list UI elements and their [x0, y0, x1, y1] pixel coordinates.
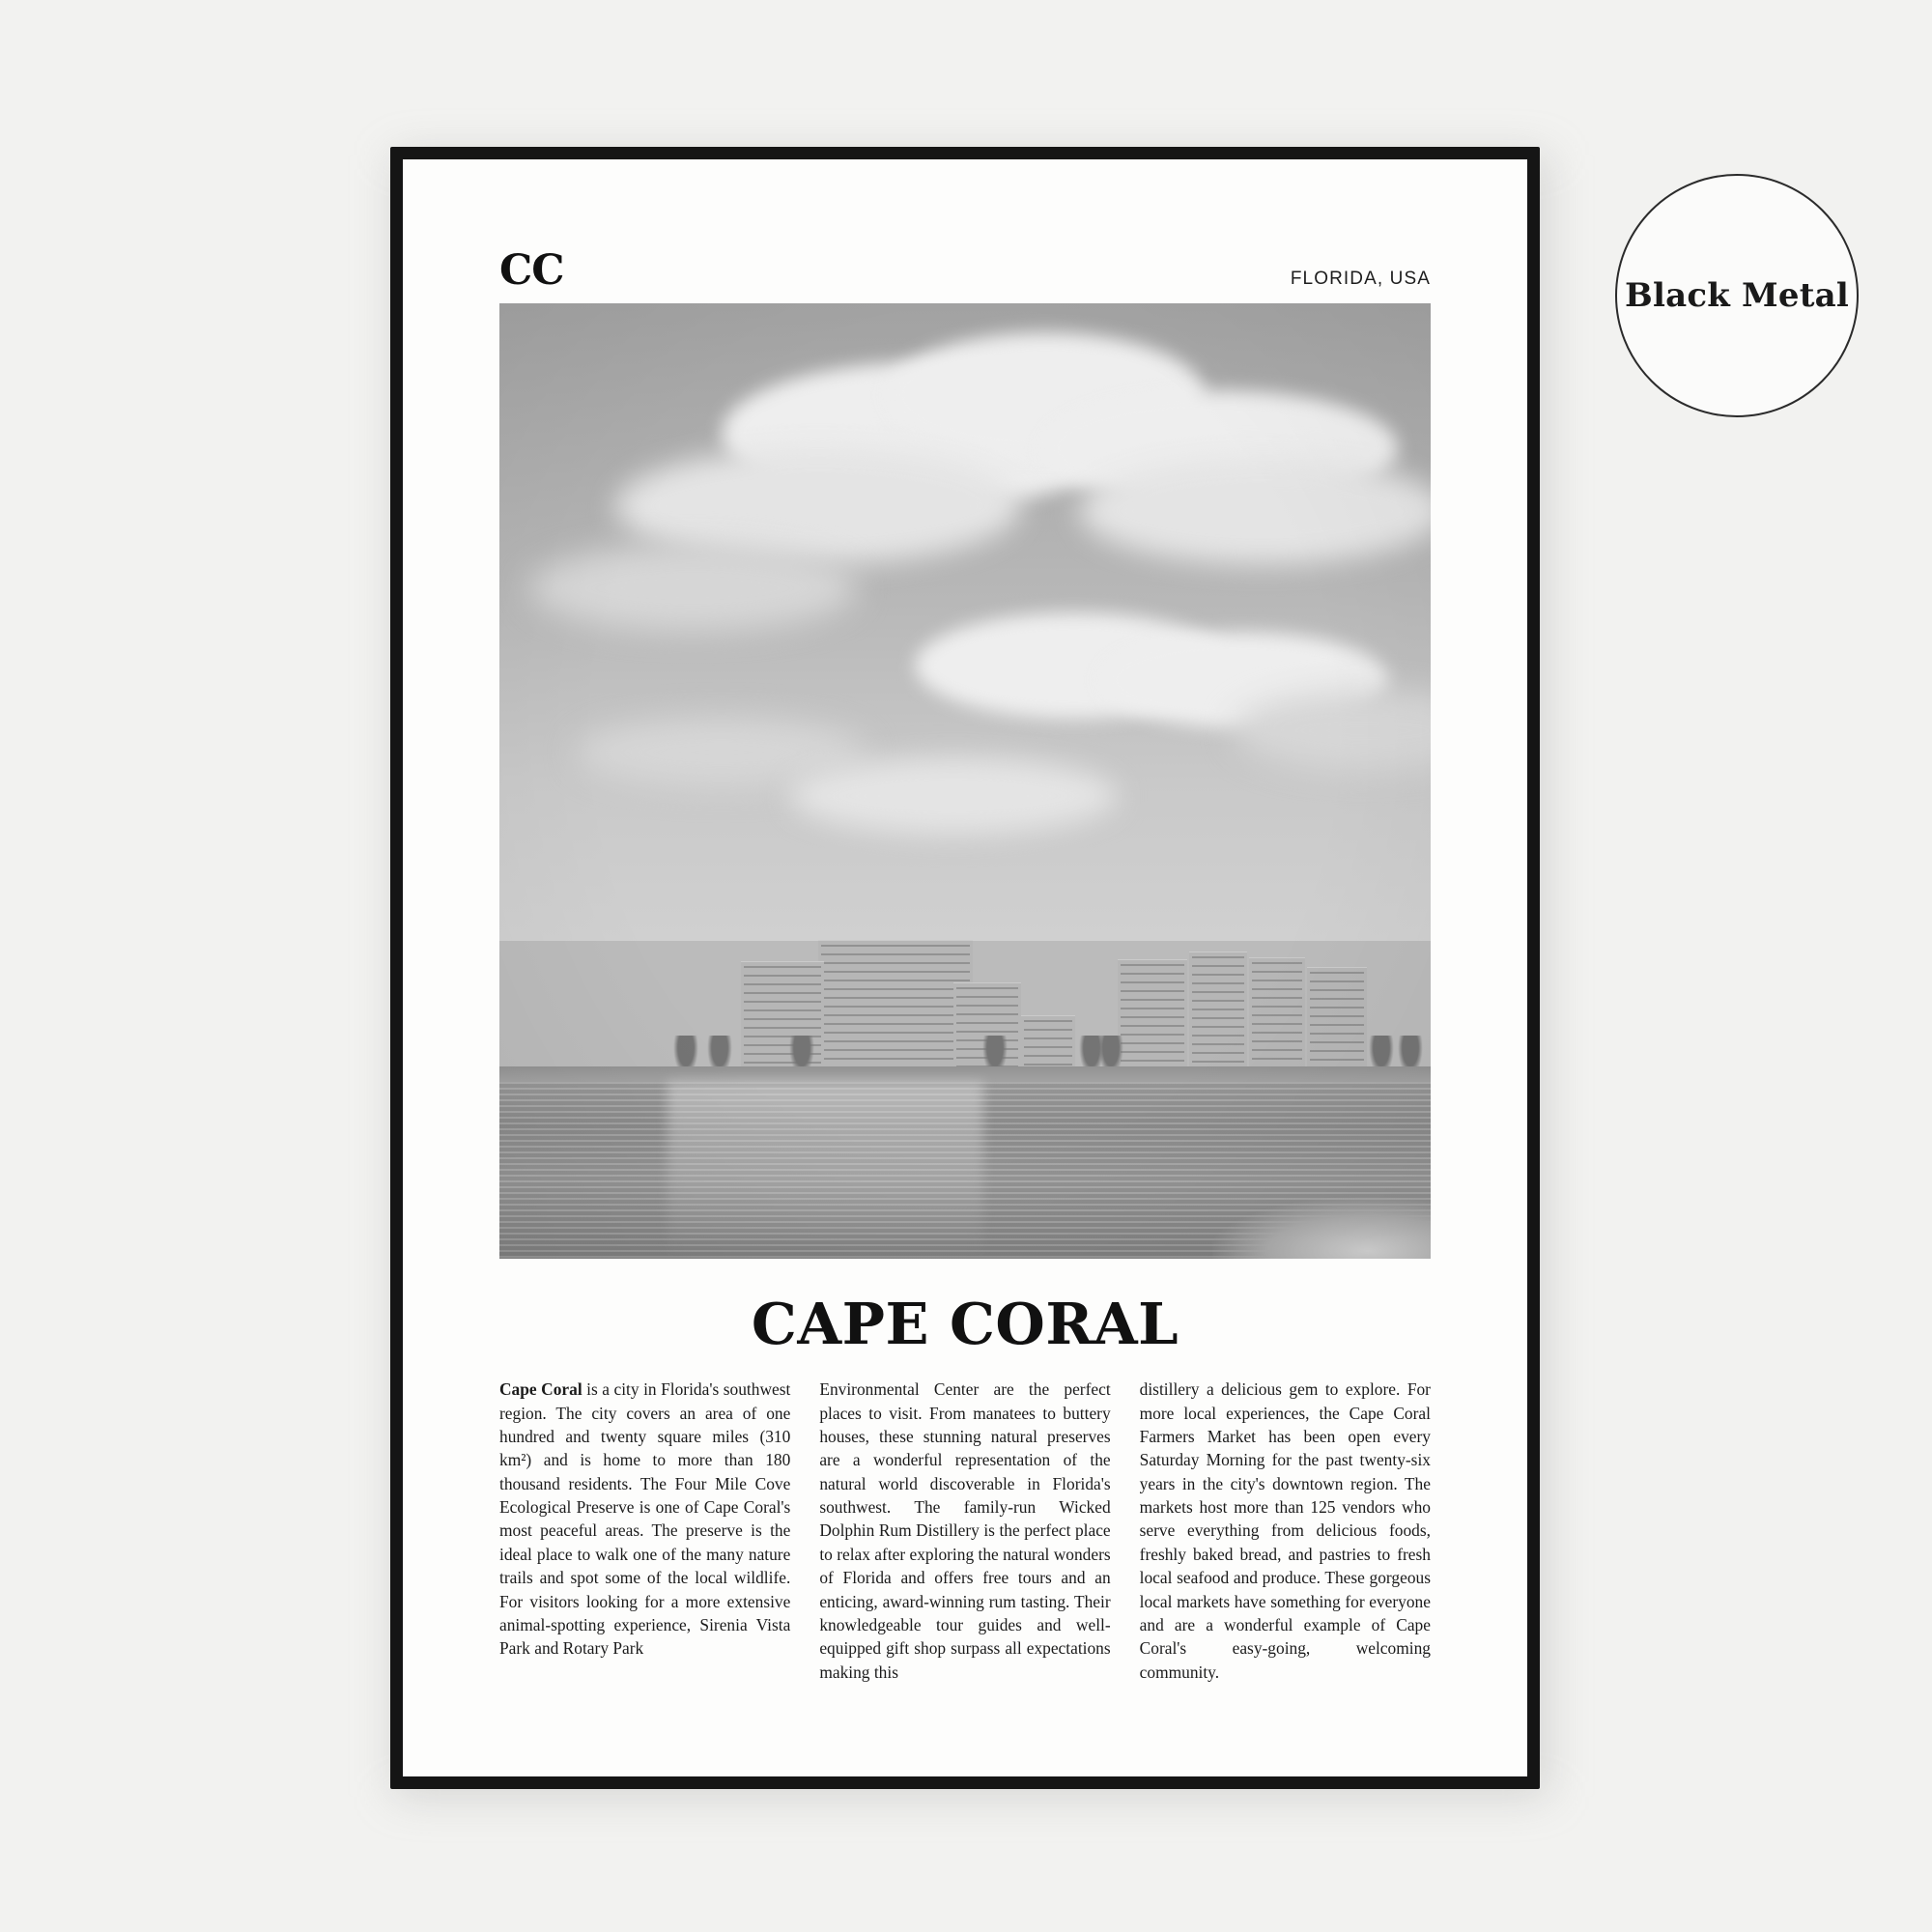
poster-header	[499, 246, 1431, 295]
body-column-1	[499, 1378, 790, 1684]
body-column-2	[819, 1378, 1110, 1684]
rock-shape	[1212, 1197, 1431, 1259]
poster-monogram: CC	[499, 246, 564, 295]
poster-mat	[403, 159, 1527, 1776]
picture-frame	[390, 147, 1540, 1789]
body-text: distillery a delicious gem to explore. For more local experiences, the Cape Coral Farmers Market has been open every Saturday Morning for the past twenty-six years in the city's downtown region. The markets host more than 125 vendors who serve everything from delicious foods, freshly baked bread, and pastries to fresh local seafood and produce. These gorgeous local markets have something for everyone and are a wonderful example of Cape Coral's easy-going, welcoming community.	[1139, 1379, 1431, 1682]
body-lead-in: Cape Coral	[499, 1379, 582, 1400]
skyline-group	[499, 883, 1431, 1076]
poster-photo	[499, 303, 1431, 1259]
black-metal-badge	[1615, 174, 1859, 417]
cloud-shape	[1079, 458, 1431, 564]
poster-region-label: FLORIDA, USA	[1290, 269, 1431, 289]
badge-label: Black Metal	[1625, 276, 1849, 315]
building-shape	[1118, 959, 1187, 1076]
building-shape	[1189, 952, 1247, 1076]
frame-inner	[403, 159, 1527, 1776]
body-text: is a city in Florida's southwest region. The city covers an area of one hundred and twenty square miles (310 km²) and is home to more than 180 thousand residents. The Four Mile Cove Ecological Preserve is one of Cape Coral's most peaceful areas. The preserve is the ideal place to walk one of the many nature trails and spot some of the local wildlife. For visitors looking for a more extensive animal-spotting experience, Sirenia Vista Park and Rotary Park	[499, 1379, 791, 1659]
building-shape	[1249, 957, 1305, 1076]
page-title: CAPE CORAL	[751, 1291, 1179, 1358]
body-text: Environmental Center are the perfect places to visit. From manatees to buttery houses, these stunning natural preserves are a wonderful representation of the natural world discoverable in Florida's southwest. The family-run Wicked Dolphin Rum Distillery is the perfect place to relax after exploring the natural wonders of Florida and offers free tours and an enticing, award-winning rum tasting. Their knowledgeable tour guides and well-equipped gift shop surpass all expectations making this	[819, 1379, 1111, 1682]
building-shape	[818, 940, 973, 1076]
poster-body-columns	[499, 1378, 1431, 1684]
cloud-shape	[528, 545, 857, 632]
building-shape	[1307, 967, 1367, 1076]
body-column-3	[1140, 1378, 1431, 1684]
cloud-shape	[789, 757, 1118, 835]
